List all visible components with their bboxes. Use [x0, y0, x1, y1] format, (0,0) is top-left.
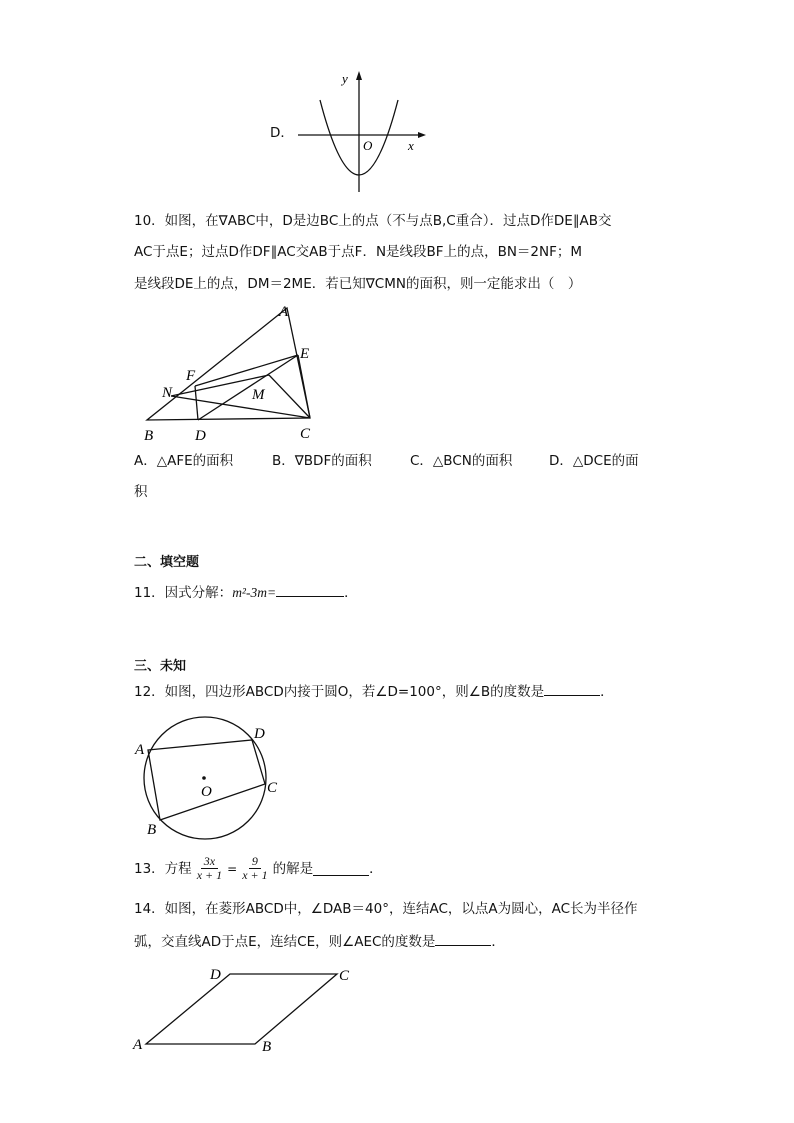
q11-answer-blank[interactable] — [276, 582, 344, 597]
center-point — [202, 776, 206, 780]
label-d: D — [195, 428, 206, 444]
label-a: A — [133, 1037, 143, 1053]
segment-mc — [269, 375, 310, 418]
q11-prefix: 11．因式分解： — [134, 585, 233, 601]
label-a: A — [135, 742, 145, 758]
q11 — [134, 582, 358, 602]
q12 — [134, 681, 614, 701]
label-f: F — [186, 368, 196, 384]
q13-fraction-left — [194, 855, 225, 882]
section-fill-in-title: 二、填空题 — [134, 555, 200, 570]
q13-prefix: 13．方程 — [134, 860, 192, 877]
label-e: E — [300, 346, 310, 362]
axis-x-label: x — [408, 138, 414, 153]
q11-expr: m²-3m= — [232, 585, 277, 600]
q13-frac1-den: x + 1 — [196, 868, 223, 882]
q10-option-b[interactable]: B．∇BDF的面积 — [272, 453, 372, 469]
q14-answer-blank[interactable] — [435, 931, 491, 946]
q14-line2 — [134, 931, 505, 951]
q10-option-c[interactable]: C．△BCN的面积 — [410, 453, 513, 469]
q12-circle-figure — [130, 712, 290, 842]
label-a: A — [279, 304, 289, 320]
q9-option-d-label: D． — [270, 125, 294, 141]
q9-parabola-graph — [296, 68, 430, 198]
q14-line1: 14．如图，在菱形ABCD中，∠DAB＝40°，连结AC，以点A为圆心，AC长为半径作 — [134, 901, 638, 917]
q12-end: ． — [600, 684, 614, 700]
q13-frac2-num: 9 — [249, 855, 261, 869]
q10-triangle-figure — [140, 300, 330, 445]
q10-option-wrap: 积 — [134, 484, 148, 500]
triangle-abc — [147, 308, 310, 420]
rhombus-abcd — [146, 974, 337, 1044]
q9-option-d — [270, 68, 430, 198]
q13-suffix: 的解是 — [272, 860, 314, 877]
quadrilateral-abcd — [148, 740, 265, 820]
x-axis-arrow — [418, 132, 426, 138]
segment-nc — [171, 396, 310, 418]
q13 — [134, 855, 383, 882]
label-m: M — [252, 387, 265, 403]
q12-text: 12．如图，四边形ABCD内接于圆O，若∠D=100°，则∠B的度数是 — [134, 684, 545, 700]
q10-line2: AC于点E；过点D作DF∥AC交AB于点F．N是线段BF上的点，BN＝2NF；M — [134, 244, 583, 260]
y-axis-arrow — [356, 71, 362, 80]
label-b: B — [262, 1039, 272, 1055]
label-o: O — [201, 784, 212, 800]
label-c: C — [267, 780, 278, 796]
q14-end: ． — [491, 934, 505, 950]
label-b: B — [147, 822, 157, 838]
axis-y-label: y — [342, 71, 348, 86]
q13-frac1-num: 3x — [201, 855, 218, 869]
section-unknown-title: 三、未知 — [134, 659, 187, 674]
q12-answer-blank[interactable] — [544, 681, 600, 696]
segment-ec — [298, 355, 310, 418]
q14-rhombus-figure — [130, 960, 360, 1060]
q10-line3: 是线段DE上的点，DM＝2ME．若已知∇CMN的面积，则一定能求出（ ） — [134, 276, 582, 292]
q13-fraction-right — [239, 855, 270, 882]
label-c: C — [300, 426, 311, 442]
q10-option-a[interactable]: A．△AFE的面积 — [134, 453, 234, 469]
origin-label: O — [363, 138, 373, 153]
q11-suffix: ． — [344, 585, 358, 601]
label-n: N — [162, 385, 173, 401]
label-d: D — [210, 967, 221, 983]
q10-line1: 10．如图，在∇ABC中，D是边BC上的点（不与点B,C重合）．过点D作DE∥AB交 — [134, 213, 612, 229]
q13-frac2-den: x + 1 — [242, 868, 268, 882]
q14-line2-text: 弧，交直线AD于点E，连结CE，则∠AEC的度数是 — [134, 934, 436, 950]
q13-answer-blank[interactable] — [313, 861, 369, 876]
q13-end: ． — [369, 860, 383, 877]
label-c: C — [339, 968, 350, 984]
segment-fe — [195, 355, 298, 386]
label-d: D — [254, 726, 265, 742]
q13-equals: = — [227, 861, 238, 876]
label-b: B — [144, 428, 154, 444]
q10-option-d[interactable]: D．△DCE的面 — [549, 453, 639, 469]
